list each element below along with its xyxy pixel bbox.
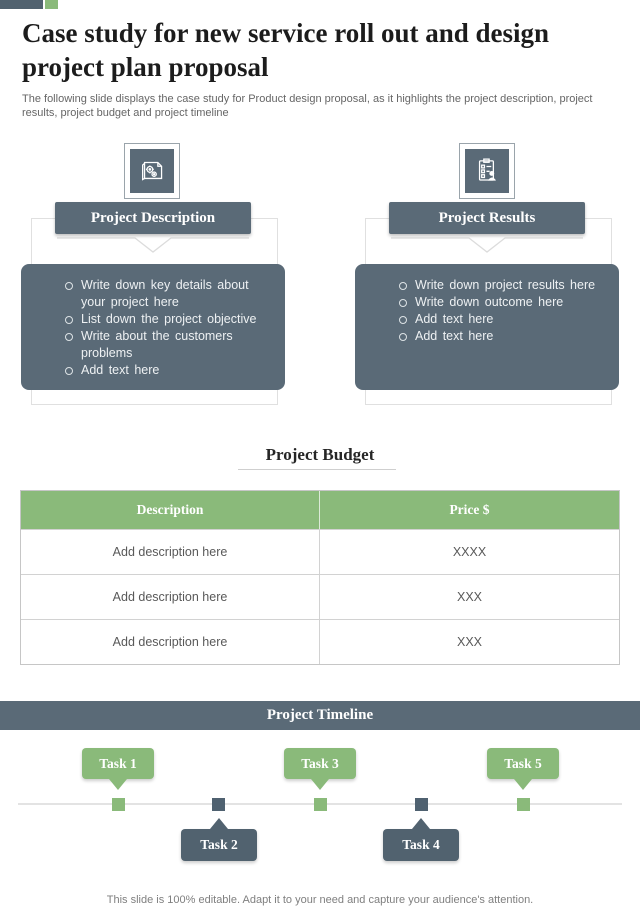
bullet-item: Add text here [397,328,611,345]
task-4-label: Task 4 [383,829,459,861]
results-header: Project Results [389,202,585,234]
table-cell-price: XXXX [320,529,619,574]
description-header: Project Description [55,202,251,234]
table-cell-description: Add description here [21,529,320,574]
task-5-marker [517,798,530,811]
bullet-list [397,277,611,345]
task-5-label: Task 5 [487,748,559,779]
task-3-marker [314,798,327,811]
results-icon-box [459,143,515,199]
budget-title-underline [238,469,396,470]
table-header-description: Description [21,491,320,529]
table-cell-price: XXX [320,574,619,619]
top-accent-dark-bar [0,0,43,9]
task-1-marker [112,798,125,811]
timeline-title-bar: Project Timeline [0,701,640,730]
page-title: Case study for new service roll out and design project plan proposal [22,18,550,82]
table-cell-description: Add description here [21,574,320,619]
bullet-item: Write down key details about your project here [63,277,277,311]
bullet-item: Add text here [63,362,277,379]
table-row [21,529,619,574]
task-1-label: Task 1 [82,748,154,779]
document-gears-icon [130,149,174,193]
footer-note: This slide is 100% editable. Adapt it to your need and capture your audience's attention. [106,894,534,906]
bullet-item: Write about the customers problems [63,328,277,362]
description-icon-box [124,143,180,199]
table-row [21,574,619,619]
table-cell-description: Add description here [21,619,320,664]
bullet-item: Write down project results here [397,277,611,294]
results-callout-notch [389,237,585,257]
clipboard-checklist-icon [465,149,509,193]
bullet-list [63,277,277,379]
table-cell-price: XXX [320,619,619,664]
budget-title: Project Budget [265,445,375,464]
task-2-label: Task 2 [181,829,257,861]
budget-table [20,490,620,665]
description-callout-notch [55,237,251,257]
task-2-marker [212,798,225,811]
page-subtitle: The following slide displays the case study for Product design proposal, as it highlights the project description, project results, project budget and project timeline [22,93,593,119]
task-4-marker [415,798,428,811]
bullet-item: Add text here [397,311,611,328]
table-header-price: Price $ [320,491,619,529]
task-3-label: Task 3 [284,748,356,779]
table-row [21,619,619,664]
bullet-item: Write down outcome here [397,294,611,311]
description-content-box [21,264,285,390]
bullet-item: List down the project objective [63,311,277,328]
top-accent-green-bar [45,0,58,9]
results-content-box [355,264,619,390]
table-header-row [21,491,619,529]
